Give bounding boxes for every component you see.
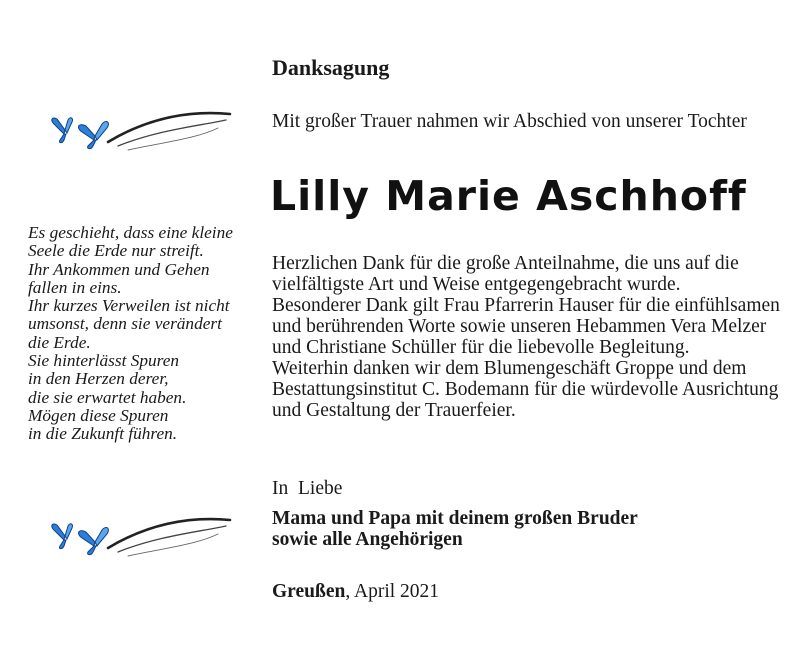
signer-line: Mama und Papa mit deinem großen Bruder [272, 508, 638, 529]
poem-line: Seele die Erde nur streift. [28, 241, 204, 261]
place-name: Greußen [272, 581, 346, 602]
poem [28, 224, 268, 444]
signer-line: sowie alle Angehörigen [272, 529, 463, 550]
thanks-paragraph: Herzlichen Dank für die große Anteilnahme, die uns auf die vielfältigste Art und Weise entgegengebracht wurde. [272, 253, 739, 295]
place-date [272, 581, 439, 603]
heading: Danksagung [272, 55, 390, 80]
poem-line: Ihr Ankommen und Gehen [28, 259, 210, 279]
butterfly-icon [52, 118, 73, 143]
date-text: , April 2021 [345, 581, 440, 602]
deceased-name: Lilly Marie Aschhoff [270, 172, 747, 220]
thanks-paragraph: Besonderer Dank gilt Frau Pfarrerin Hauser für die einfühlsamen und berührenden Worte sowie unseren Hebammen Vera Melzer und Christiane Schüller für die liebevolle Begleitung. [272, 295, 780, 358]
thanks-paragraph: Weiterhin danken wir dem Blumengeschäft Groppe und dem Bestattungsinstitut C. Bodemann für die würdevolle Ausrichtung und Gestaltung der Trauerfeier. [272, 358, 779, 421]
poem-line: Sie hinterlässt Spuren [28, 351, 180, 371]
poem-line: in den Herzen derer, [28, 369, 169, 389]
butterfly-swirl-icon [48, 512, 248, 564]
poem-line: Ihr kurzes Verweilen ist nicht [28, 296, 230, 316]
closing-text: In Liebe [272, 478, 343, 499]
poem-line: umsonst, denn sie verändert [28, 314, 222, 334]
poem-line: die Erde. [28, 332, 91, 352]
signers [272, 508, 638, 550]
butterfly-swirl-icon [48, 106, 248, 158]
butterfly-icon [79, 527, 109, 554]
butterfly-icon [52, 524, 73, 549]
thanks-text [272, 253, 792, 421]
butterfly-icon [79, 121, 109, 148]
poem-line: Mögen diese Spuren [28, 405, 169, 425]
intro-text: Mit großer Trauer nahmen wir Abschied von unserer Tochter [272, 111, 747, 132]
poem-line: in die Zukunft führen. [28, 424, 178, 444]
poem-line: Es geschieht, dass eine kleine [28, 223, 233, 242]
poem-line: die sie erwartet haben. [28, 387, 187, 407]
poem-line: fallen in eins. [28, 277, 122, 297]
